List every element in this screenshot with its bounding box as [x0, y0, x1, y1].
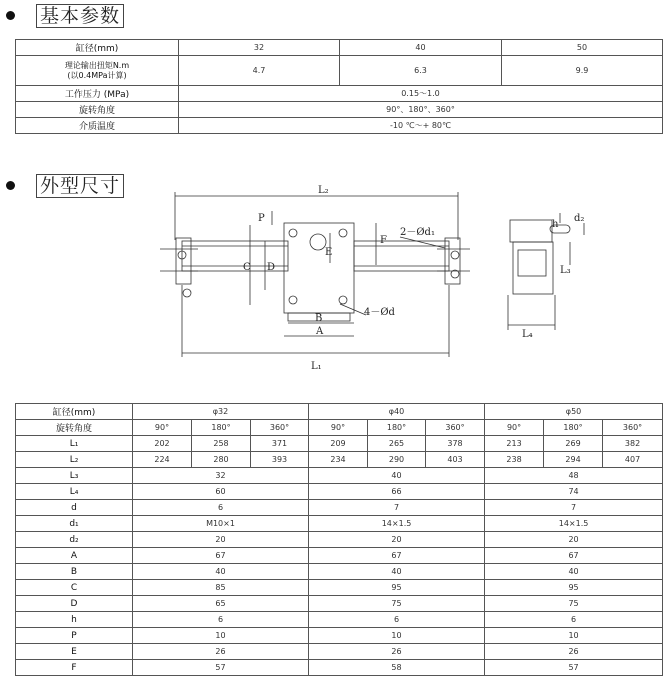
angle-label: 旋转角度: [16, 102, 179, 118]
row-label: P: [16, 628, 133, 644]
pressure-value: 0.15～1.0: [179, 86, 663, 102]
table-cell: 26: [485, 644, 663, 660]
table-cell: 393: [251, 452, 309, 468]
table-row: [16, 484, 663, 500]
table-row: [16, 56, 663, 86]
table-row: [16, 612, 663, 628]
table-cell: 14×1.5: [485, 516, 663, 532]
shaft-hole: [310, 234, 326, 250]
torque-label-line1: 理论输出扭矩N.m: [64, 60, 130, 70]
table-cell: 60: [133, 484, 309, 500]
table-cell: 10: [309, 628, 485, 644]
table-cell: 209: [309, 436, 368, 452]
table-cell: 407: [603, 452, 663, 468]
table-cell: 294: [544, 452, 603, 468]
angle-cell: 360°: [426, 420, 485, 436]
table-row: [16, 532, 663, 548]
table-cell: 57: [133, 660, 309, 676]
row-label: d: [16, 500, 133, 516]
table-cell: 67: [309, 548, 485, 564]
label-l2: L₂: [318, 185, 329, 196]
header-cell: 40: [340, 40, 502, 56]
angle-cell: 90°: [309, 420, 368, 436]
label-d-callout: 4－Ød: [364, 307, 395, 318]
table-cell: 67: [485, 548, 663, 564]
table-cell: 95: [485, 580, 663, 596]
table-row: [16, 102, 663, 118]
angle-cell: 360°: [603, 420, 663, 436]
table-cell: 290: [368, 452, 426, 468]
row-label: C: [16, 580, 133, 596]
table-cell: 378: [426, 436, 485, 452]
label-l3: L₃: [560, 265, 571, 276]
table-cell: 6: [133, 500, 309, 516]
bore-cell: φ40: [309, 404, 485, 420]
table-cell: 280: [192, 452, 251, 468]
table-cell: 9.9: [502, 56, 663, 86]
header-cell: 50: [502, 40, 663, 56]
table-cell: 20: [309, 532, 485, 548]
table-row: [16, 436, 663, 452]
angle-value: 90°、180°、360°: [179, 102, 663, 118]
temperature-value: -10 ℃～+ 80℃: [179, 118, 663, 134]
table-cell: 234: [309, 452, 368, 468]
table-cell: 32: [133, 468, 309, 484]
table-cell: 26: [309, 644, 485, 660]
table-cell: 65: [133, 596, 309, 612]
table-cell: 75: [309, 596, 485, 612]
row-label: L₄: [16, 484, 133, 500]
row-label: L₁: [16, 436, 133, 452]
table-cell: 66: [309, 484, 485, 500]
table-row: [16, 660, 663, 676]
table-cell: 67: [133, 548, 309, 564]
table-cell: 213: [485, 436, 544, 452]
table-cell: 75: [485, 596, 663, 612]
table-cell: 58: [309, 660, 485, 676]
side-view-top: [510, 220, 552, 242]
table-row: [16, 580, 663, 596]
table-cell: 258: [192, 436, 251, 452]
table-row: [16, 548, 663, 564]
row-label: d₁: [16, 516, 133, 532]
section1-title: 基本参数: [36, 4, 124, 28]
table-row: [16, 86, 663, 102]
label-d2: d₂: [574, 213, 585, 224]
angle-cell: 180°: [192, 420, 251, 436]
table-cell: 74: [485, 484, 663, 500]
table-row: [16, 468, 663, 484]
table-cell: 6.3: [340, 56, 502, 86]
table-cell: 40: [309, 468, 485, 484]
label-d1-callout: 2－Ød₁: [400, 227, 435, 238]
row-label: D: [16, 596, 133, 612]
table-cell: 382: [603, 436, 663, 452]
row-label: B: [16, 564, 133, 580]
table-cell: 4.7: [179, 56, 340, 86]
table-cell: 40: [485, 564, 663, 580]
end-cap-left: [176, 238, 191, 284]
header-cell: 32: [179, 40, 340, 56]
table-cell: 7: [309, 500, 485, 516]
pressure-label: 工作压力 (MPa): [16, 86, 179, 102]
basic-params-table: [15, 39, 663, 134]
header-cell: 缸径(mm): [16, 40, 179, 56]
table-row: [16, 452, 663, 468]
row-label: E: [16, 644, 133, 660]
table-cell: 57: [485, 660, 663, 676]
table-row: [16, 40, 663, 56]
label-e: E: [325, 247, 333, 258]
table-row: [16, 500, 663, 516]
table-row: [16, 596, 663, 612]
table-row: [16, 420, 663, 436]
row-label: d₂: [16, 532, 133, 548]
label-p: P: [258, 213, 265, 224]
label-d: D: [267, 262, 276, 273]
label-c: C: [243, 262, 251, 273]
table-cell: 40: [309, 564, 485, 580]
table-cell: 95: [309, 580, 485, 596]
label-b: B: [315, 313, 323, 324]
bore-cell: φ32: [133, 404, 309, 420]
torque-label: [16, 56, 179, 86]
table-cell: 224: [133, 452, 192, 468]
section1-bullet: [6, 11, 15, 20]
table-cell: 403: [426, 452, 485, 468]
table-cell: 7: [485, 500, 663, 516]
table-cell: 6: [485, 612, 663, 628]
label-l4: L₄: [522, 329, 533, 340]
table-row: [16, 118, 663, 134]
table-cell: M10×1: [133, 516, 309, 532]
section2-title: 外型尺寸: [36, 174, 124, 198]
table-cell: 371: [251, 436, 309, 452]
table-row: [16, 644, 663, 660]
table-cell: 202: [133, 436, 192, 452]
label-f: F: [380, 235, 387, 246]
table-cell: 48: [485, 468, 663, 484]
angle-cell: 360°: [251, 420, 309, 436]
angle-cell: 90°: [133, 420, 192, 436]
table-cell: 269: [544, 436, 603, 452]
table-row: [16, 516, 663, 532]
table-cell: 40: [133, 564, 309, 580]
table-cell: 10: [485, 628, 663, 644]
row-label: h: [16, 612, 133, 628]
row-label: F: [16, 660, 133, 676]
table-cell: 20: [133, 532, 309, 548]
angle-cell: 180°: [544, 420, 603, 436]
label-a: A: [316, 326, 324, 337]
table-cell: 85: [133, 580, 309, 596]
table-cell: 26: [133, 644, 309, 660]
dimension-drawing: [0, 175, 664, 375]
angle-cell: 90°: [485, 420, 544, 436]
table-cell: 6: [309, 612, 485, 628]
angle-label: 旋转角度: [16, 420, 133, 436]
table-cell: 10: [133, 628, 309, 644]
table-row: [16, 628, 663, 644]
table-row: [16, 564, 663, 580]
row-label: L₃: [16, 468, 133, 484]
table-cell: 265: [368, 436, 426, 452]
bore-label: 缸径(mm): [16, 404, 133, 420]
table-cell: 20: [485, 532, 663, 548]
angle-cell: 180°: [368, 420, 426, 436]
label-h: h: [552, 219, 559, 230]
dimensions-table: [15, 403, 663, 676]
row-label: A: [16, 548, 133, 564]
row-label: L₂: [16, 452, 133, 468]
torque-label-line2: (以0.4MPa计算): [67, 70, 127, 80]
table-cell: 238: [485, 452, 544, 468]
table-cell: 6: [133, 612, 309, 628]
temperature-label: 介质温度: [16, 118, 179, 134]
table-row: [16, 404, 663, 420]
bore-cell: φ50: [485, 404, 663, 420]
table-cell: 14×1.5: [309, 516, 485, 532]
label-l1: L₁: [311, 361, 322, 372]
